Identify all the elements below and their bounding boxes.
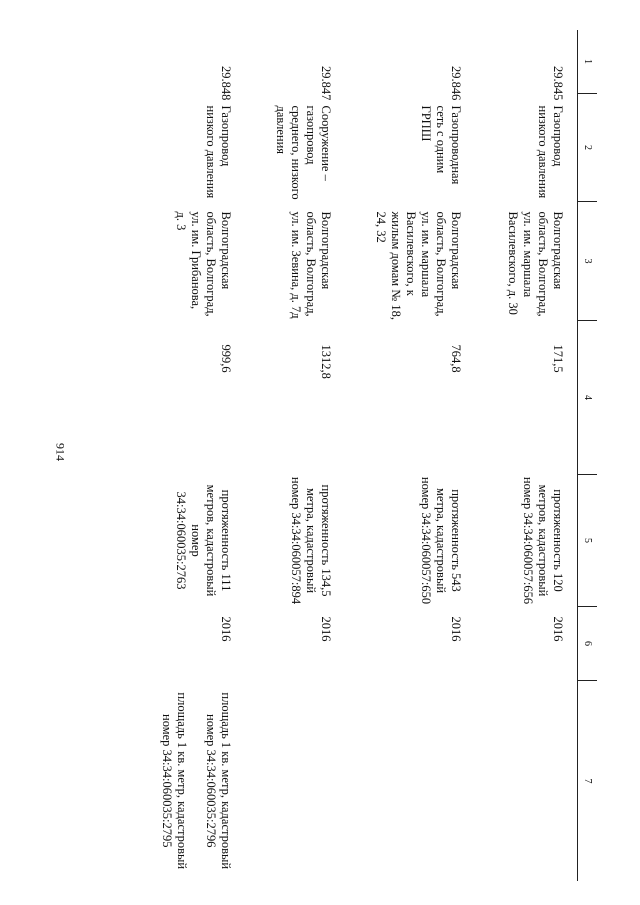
object-value: 764,8 <box>449 344 463 373</box>
table-row <box>345 30 475 881</box>
land-info <box>345 681 475 882</box>
land-info <box>475 681 578 882</box>
object-value: 999,6 <box>219 344 233 373</box>
object-year: 2016 <box>319 616 333 642</box>
object-year: 2016 <box>219 616 233 642</box>
table-row <box>245 30 345 881</box>
col-header-3: 3 <box>578 202 598 321</box>
col-header-7: 7 <box>578 681 598 882</box>
land-info <box>93 681 245 882</box>
object-year: 2016 <box>449 616 463 642</box>
page-number-text: 914 <box>53 443 68 461</box>
object-name: Газопровод низкого давления <box>536 105 565 199</box>
col-header-4: 4 <box>578 321 598 475</box>
object-address: Волгоградская область, Волгоград, ул. им. маршала Василевского, к жилым домам № 18, 24, 32 <box>374 211 463 320</box>
row-number: 29.846 <box>449 66 463 101</box>
registry-table-container <box>107 30 597 875</box>
object-characteristics: протяженность 120 метров, кадастровый номер 34:34:060057:656 <box>521 476 565 605</box>
object-value: 1312,8 <box>319 344 333 379</box>
object-value: 171,5 <box>551 344 565 373</box>
row-number: 29.845 <box>551 66 565 101</box>
object-characteristics: протяженность 134,5 метра, кадастровый номер 34:34:060057:894 <box>289 476 333 605</box>
object-name: Сооружение – газопровод среднего, низкого давления <box>274 105 333 200</box>
object-characteristics: протяженность 111 метров, кадастровый номер 34:34:060035:2763 <box>174 484 233 597</box>
col-header-1: 1 <box>578 30 598 94</box>
object-name: Газопроводная сеть с одним ГРПШ <box>419 105 463 185</box>
row-number: 29.847 <box>319 66 333 101</box>
table-row <box>93 30 245 881</box>
row-number: 29.848 <box>219 66 233 101</box>
col-header-2: 2 <box>578 94 598 202</box>
object-address: Волгоградская область, Волгоград, ул. им. Грибанова, д. 3 <box>174 211 233 317</box>
object-address: Волгоградская область, Волгоград, ул. им. маршала Василевского, д. 30 <box>506 211 565 317</box>
object-characteristics: протяженность 543 метра, кадастровый номер 34:34:060057:650 <box>419 476 463 605</box>
land-plot-info: площадь 1 кв. метр, кадастровый номер 34:34:060035:2795 <box>160 692 189 870</box>
object-address: Волгоградская область, Волгоград, ул. им. Зевина, д. 7д <box>289 211 333 319</box>
object-year: 2016 <box>551 616 565 642</box>
table-row <box>475 30 578 881</box>
land-plot-info: площадь 1 кв. метр, кадастровый номер 34:34:060035:2796 <box>204 692 233 870</box>
col-header-5: 5 <box>578 475 598 607</box>
registry-table <box>93 30 597 881</box>
column-number-row <box>578 30 598 881</box>
land-info <box>245 681 345 882</box>
col-header-6: 6 <box>578 607 598 681</box>
object-name: Газопровод низкого давления <box>204 105 233 199</box>
